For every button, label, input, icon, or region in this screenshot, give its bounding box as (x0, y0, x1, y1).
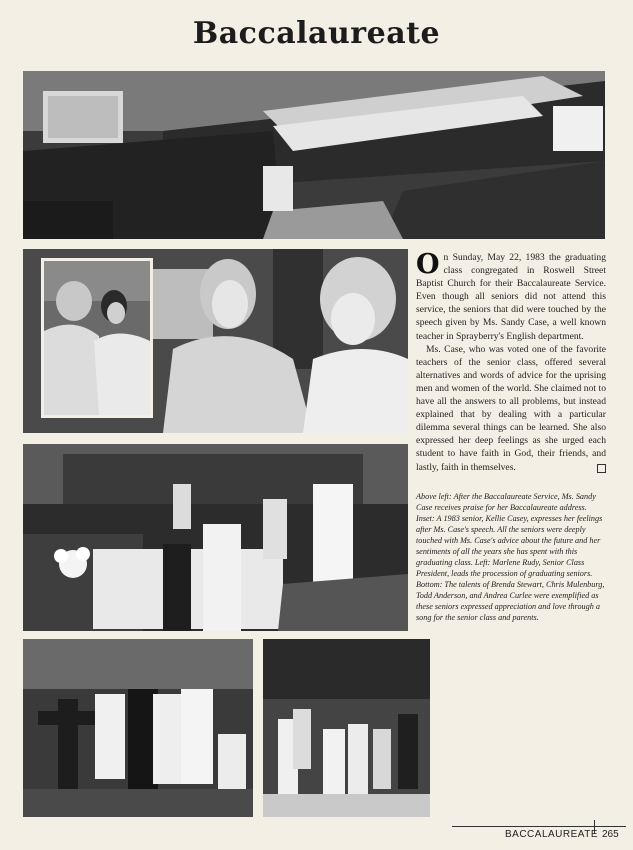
footer-section-label: BACCALAUREATE (505, 829, 599, 840)
page-number: 265 (602, 829, 619, 840)
photo-caption: Above left: After the Baccalaureate Service, Ms. Sandy Case receives praise for her Baccalaureate address. Inset: A 1983 senior, Kellie Casey, expresses her feelings after Ms. Case's speech. All the seniors were deeply touched with Ms. Case's advice about the future and her sentiments of all the years she has spent with this graduating class. Left: Marlene Rudy, Senior Class President, leads the procession of graduating seniors. Bottom: The talents of Brenda Stewart, Chris Mulenburg, Todd Anderson, and Andrea Curlee were exemplified as these seniors expressed appreciation and love through a song for the senior class and parents. (416, 492, 605, 622)
footer-rule (452, 826, 626, 827)
page-title: Baccalaureate (192, 16, 441, 51)
graduates-procession-photo (23, 444, 408, 631)
senior-group-stage-photo (263, 639, 430, 817)
end-mark-icon (597, 464, 606, 473)
church-interior-photo (23, 71, 605, 239)
article-body (416, 251, 606, 474)
article-paragraph-2: Ms. Case, who was voted one of the favorite teachers of the senior class, offered several alternatives and words of advice for the uprising men and women of the world. She claimed not to have all the answers to all problems, but instead explained that by dealing with a particular dilemma several things can be learned. She also expressed her deep feelings as she urged each student to have faith in God, their friends, and lastly, faith in themselves. (416, 343, 606, 473)
kellie-casey-inset-photo (41, 258, 153, 418)
drop-cap: O (416, 249, 440, 280)
seniors-singing-photo (23, 639, 253, 817)
article-paragraph-1: On Sunday, May 22, 1983 the graduating class congregated in Roswell Street Baptist Church for their Baccalaureate Service. Even though all seniors did not attend this service, the seniors that did were touched by the speech given by Ms. Sandy Case, a well known teacher in Sprayberry's English department. (416, 249, 606, 342)
